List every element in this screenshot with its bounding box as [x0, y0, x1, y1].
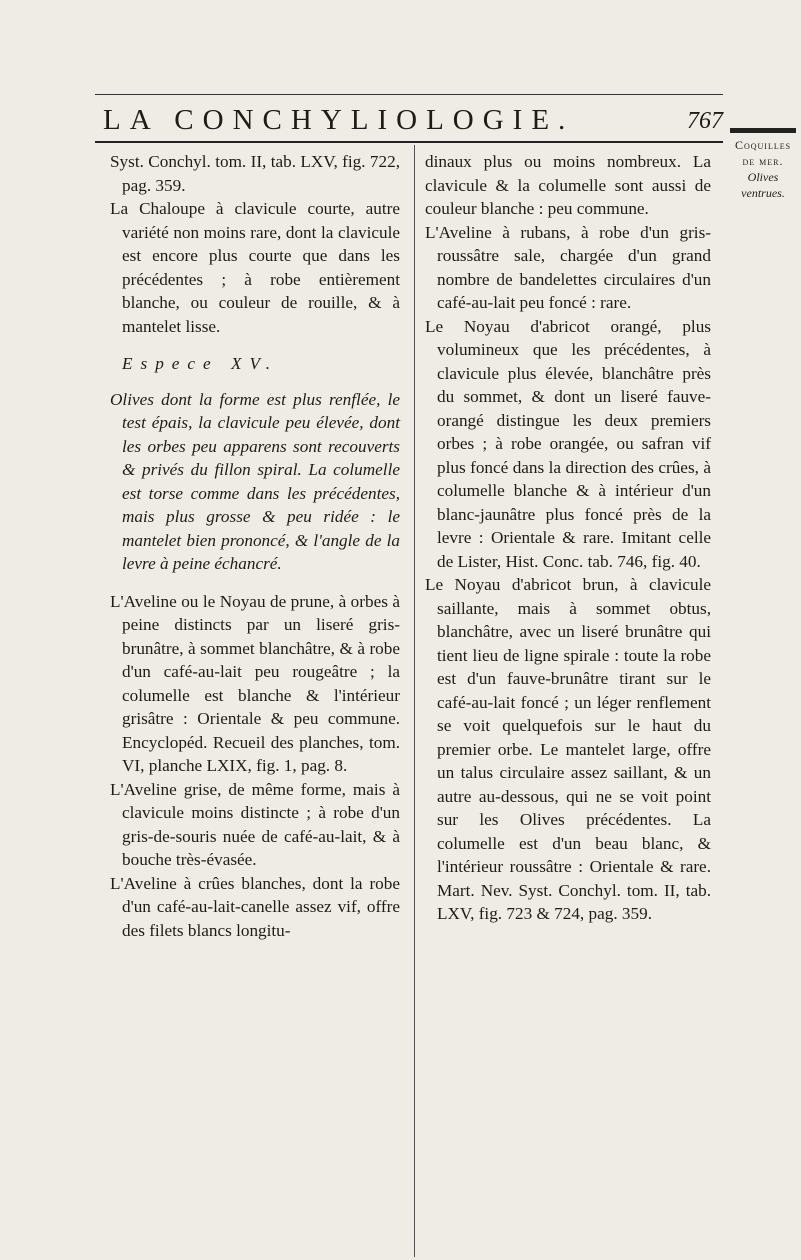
- paragraph-noyau-brun: Le Noyau d'abricot brun, à clavicule saillante, mais à sommet obtus, blanchâtre, avec un liseré brunâtre qui tient lieu de ligne spirale : toute la robe est d'un fauve-brunâtre tirant sur le café-au-lait foncé ; un léger renflement se voit quelquefois sur le haut du premier orbe. Le mantelet large, offre un talus circulaire assez saillant, & un autre au-dessous, qui ne se voit point sur les Olives précédentes. La columelle est d'un beau blanc, & l'intérieur roussâtre : Orientale & rare. Mart. Nev. Syst. Conchyl. tom. II, tab. LXV, fig. 723 & 724, pag. 359.: [425, 575, 711, 923]
- margin-note-bar: [730, 128, 796, 133]
- paragraph-aveline-rubans: L'Aveline à rubans, à robe d'un gris-roussâtre sale, chargée d'un grand nombre de bandelettes circulaires d'un café-au-lait peu foncé : rare.: [425, 222, 711, 312]
- page-number: 767: [687, 108, 723, 134]
- species-heading: Espece XV.: [122, 354, 279, 373]
- paragraph-aveline-crues: L'Aveline à crûes blanches, dont la robe d'un café-au-lait-canelle assez vif, offre des filets blancs longitu-: [110, 873, 400, 940]
- paragraph-noyau-orange: Le Noyau d'abricot orangé, plus volumineux que les précédentes, à clavicule plus élevée, blanchâtre près du sommet, & dont un liseré fauve-orangé distingue les deux premiers orbes ; à robe orangée, ou safran vif plus foncé dans la direction des crûes, à columelle blanche & à intérieur d'un blanc-jaunâtre plus foncé près de la levre : Orientale & rare. Imitant celle de Lister, Hist. Conc. tab. 746, fig. 40.: [425, 316, 711, 571]
- paragraph-aveline-grise: L'Aveline grise, de même forme, mais à clavicule moins distincte ; à robe d'un gris-de-souris nuée de café-au-lait, & à bouche très-évasée.: [110, 779, 400, 869]
- top-rule: [95, 94, 723, 95]
- left-column: [110, 150, 400, 942]
- paragraph-aveline: L'Aveline ou le Noyau de prune, à orbes à peine distincts par un liseré gris-brunâtre, à sommet blanchâtre, & à robe d'un café-au-lait peu rougeâtre ; la columelle est blanche & l'intérieur grisâtre : Orientale & peu commune. Encyclopéd. Recueil des planches, tom. VI, planche LXIX, fig. 1, pag. 8.: [110, 591, 400, 775]
- page-header: [95, 104, 723, 140]
- margin-note: [730, 128, 796, 201]
- continuation-paragraph: dinaux plus ou moins nombreux. La clavicule & la columelle sont aussi de couleur blanche : peu commune.: [425, 152, 711, 218]
- margin-note-line3: Olives: [747, 170, 779, 184]
- reference-paragraph: Syst. Conchyl. tom. II, tab. LXV, fig. 722, pag. 359.: [110, 152, 400, 195]
- running-title: LA CONCHYLIOLOGIE.: [103, 104, 575, 136]
- paragraph-chaloupe: La Chaloupe à clavicule courte, autre variété non moins rare, dont la clavicule est encore plus courte que dans les précédentes ; à robe entièrement blanche, ou couleur de rouille, & à mantelet lisse.: [110, 199, 400, 336]
- column-divider: [414, 145, 415, 1257]
- header-rule: [95, 141, 723, 143]
- margin-note-line2: de mer.: [742, 154, 784, 168]
- margin-note-line1: Coquilles: [734, 138, 792, 152]
- right-column: [425, 150, 711, 926]
- species-diagnosis: Olives dont la forme est plus renflée, le test épais, la clavicule peu élevée, dont les orbes peu apparens sont recouverts & privés du fillon spiral. La columelle est torse comme dans les précédentes, mais plus grosse & peu ridée : le mantelet bien prononcé, & l'angle de la levre à peine échancré.: [110, 389, 400, 573]
- margin-note-line4: ventrues.: [741, 186, 785, 200]
